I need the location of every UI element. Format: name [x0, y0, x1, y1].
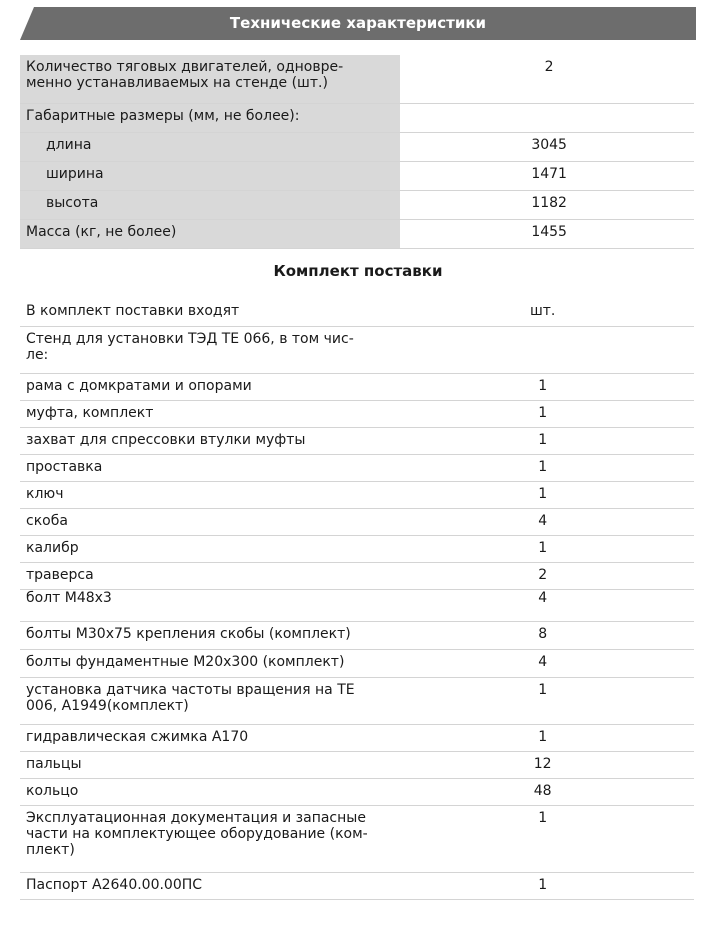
kit-item-label: муфта, комплект: [20, 400, 385, 427]
spec-label: [20, 55, 400, 104]
spec-value: 1471: [400, 162, 694, 191]
kit-row: [20, 454, 694, 481]
kit-item-qty: 2: [385, 562, 694, 589]
kit-row: [20, 778, 694, 805]
kit-row: [20, 649, 694, 677]
kit-row: [20, 326, 694, 373]
spec-value: 2: [400, 55, 694, 104]
kit-item-qty: 4: [385, 508, 694, 535]
kit-row: [20, 589, 694, 621]
kit-row: [20, 805, 694, 872]
kit-item-label: пальцы: [20, 751, 385, 778]
spec-row: [20, 191, 694, 220]
kit-item-qty: 4: [385, 649, 694, 677]
spec-value: 3045: [400, 133, 694, 162]
specs-table: [20, 55, 694, 249]
kit-row: [20, 724, 694, 751]
kit-item-label: Эксплуатационная документация и запасные части на комплектующее оборудование (ком- плект): [20, 805, 385, 872]
kit-item-label: ключ: [20, 481, 385, 508]
kit-row: [20, 872, 694, 899]
spec-label: длина: [20, 133, 400, 162]
kit-row: [20, 481, 694, 508]
kit-item-label: проставка: [20, 454, 385, 481]
spec-row: [20, 133, 694, 162]
kit-header-label: В комплект поставки входят: [20, 299, 385, 326]
kit-item-qty: 1: [385, 400, 694, 427]
kit-item-qty: 4: [385, 589, 694, 621]
kit-row: [20, 373, 694, 400]
kit-row: [20, 400, 694, 427]
kit-row: [20, 427, 694, 454]
kit-item-qty: 1: [385, 481, 694, 508]
section-title-kit: Комплект поставки: [273, 262, 443, 280]
kit-row: [20, 562, 694, 589]
kit-item-label: гидравлическая сжимка А170: [20, 724, 385, 751]
kit-item-label: Стенд для установки ТЭД ТЕ 066, в том чис- ле:: [20, 326, 385, 373]
kit-item-label: захват для спрессовки втулки муфты: [20, 427, 385, 454]
spec-row: [20, 104, 694, 133]
kit-item-qty: 1: [385, 373, 694, 400]
kit-item-qty: 48: [385, 778, 694, 805]
kit-row: [20, 621, 694, 649]
section-title-specs: Технические характеристики: [229, 14, 487, 32]
kit-item-label: болт М48х3: [20, 589, 385, 621]
spec-value: [400, 104, 694, 133]
kit-item-label: болты фундаментные М20х300 (комплект): [20, 649, 385, 677]
kit-item-qty: 1: [385, 872, 694, 899]
spec-row: [20, 55, 694, 104]
kit-item-label: установка датчика частоты вращения на ТЕ 006, А1949(комплект): [20, 677, 385, 724]
kit-item-qty: 1: [385, 427, 694, 454]
kit-item-label: калибр: [20, 535, 385, 562]
kit-table: [20, 299, 694, 900]
spec-value: 1455: [400, 220, 694, 249]
spec-label: Масса (кг, не более): [20, 220, 400, 249]
kit-header-unit: шт.: [385, 299, 694, 326]
spec-row: [20, 220, 694, 249]
kit-row: [20, 535, 694, 562]
kit-item-qty: [385, 326, 694, 373]
kit-table-body: [20, 299, 694, 899]
spec-label: ширина: [20, 162, 400, 191]
spec-label-text: Количество тяговых двигателей, одновре- менно устанавливаемых на стенде (шт.): [26, 59, 344, 91]
kit-item-label: кольцо: [20, 778, 385, 805]
spec-value: 1182: [400, 191, 694, 220]
kit-item-qty: 8: [385, 621, 694, 649]
spec-label: высота: [20, 191, 400, 220]
kit-item-qty: 1: [385, 454, 694, 481]
kit-row: [20, 508, 694, 535]
kit-header-row: [20, 299, 694, 326]
kit-item-label: скоба: [20, 508, 385, 535]
kit-item-label: траверса: [20, 562, 385, 589]
kit-item-qty: 1: [385, 535, 694, 562]
kit-item-qty: 12: [385, 751, 694, 778]
kit-item-label: рама с домкратами и опорами: [20, 373, 385, 400]
kit-row: [20, 751, 694, 778]
section-banner: [20, 7, 696, 40]
kit-item-qty: 1: [385, 805, 694, 872]
kit-item-qty: 1: [385, 724, 694, 751]
kit-item-label: болты М30х75 крепления скобы (комплект): [20, 621, 385, 649]
kit-item-qty: 1: [385, 677, 694, 724]
kit-row: [20, 677, 694, 724]
kit-item-label: Паспорт А2640.00.00ПС: [20, 872, 385, 899]
spec-label: Габаритные размеры (мм, не более):: [20, 104, 400, 133]
spec-row: [20, 162, 694, 191]
